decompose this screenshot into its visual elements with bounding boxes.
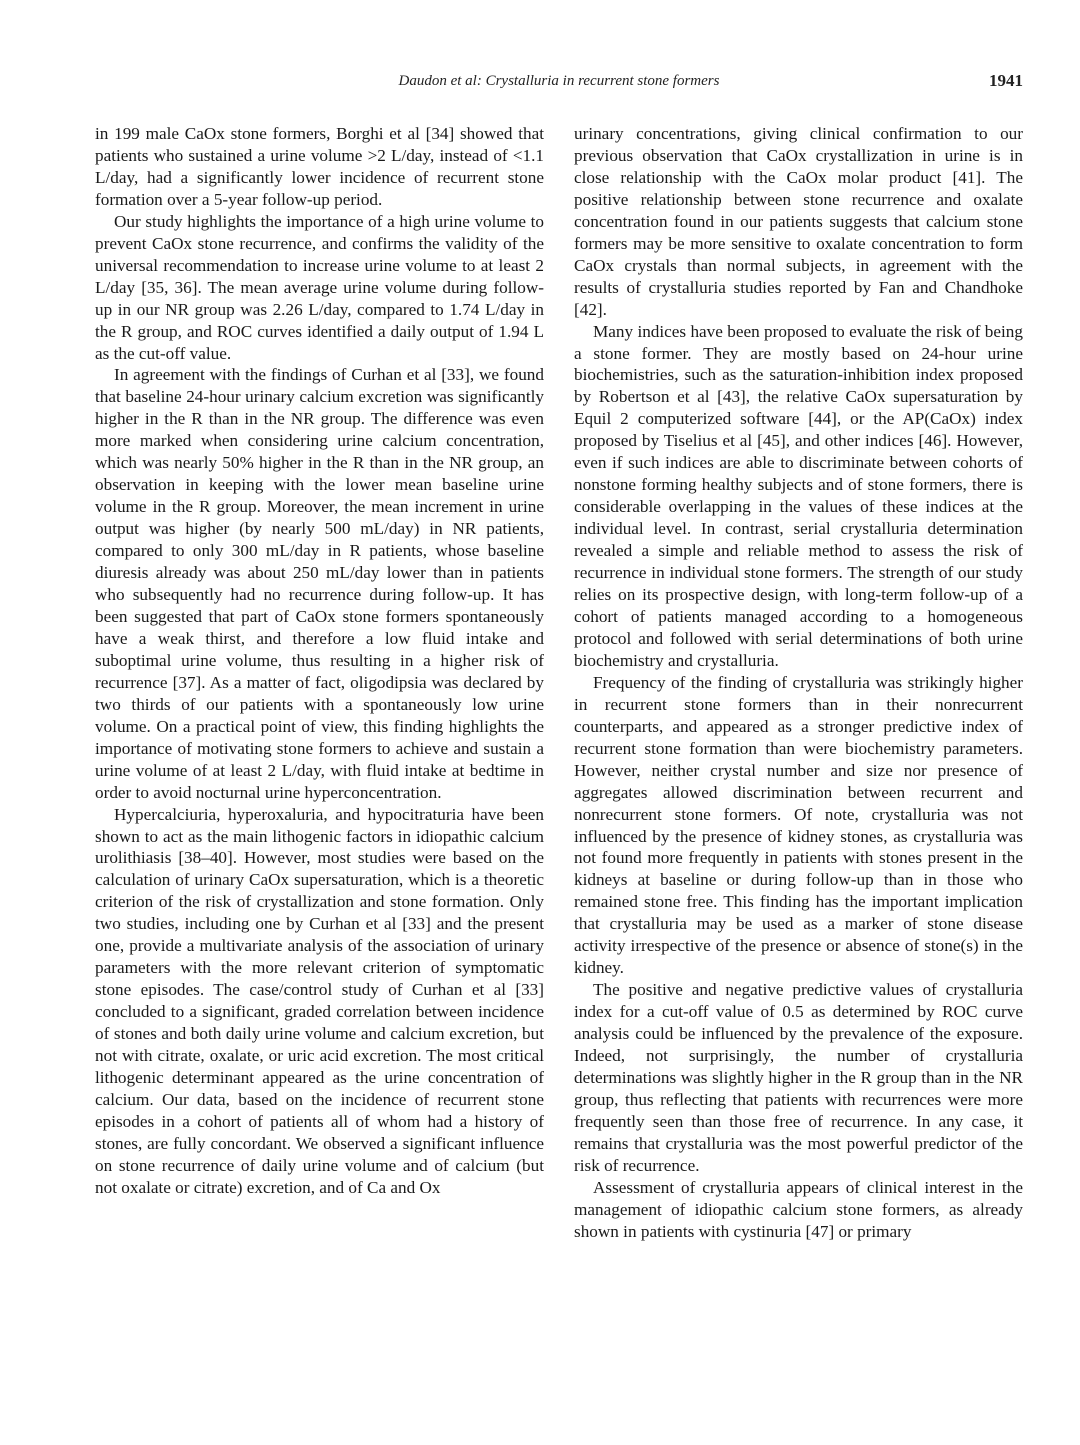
paragraph: In agreement with the findings of Curhan et al [33], we found that baseline 24-hour urinary calcium excretion was significantly higher in the R than in the NR group. The difference was even more marked when considering urine calcium concentration, which was nearly 50% higher in the R than in the NR group, an observation in keeping with the lower mean baseline urine volume in the R group. Moreover, the mean increment in urine output was higher (by nearly 500 mL/day) in NR patients, compared to only 300 mL/day in R patients, whose baseline diuresis already was about 250 mL/day lower than in patients who subsequently had no recurrence during follow-up. It has been suggested that part of CaOx stone formers spontaneously have a weak thirst, and therefore a low fluid intake and suboptimal urine volume, thus resulting in a higher risk of recurrence [37]. As a matter of fact, oligodipsia was declared by two thirds of our patients with a spontaneously low urine volume. On a practical point of view, this finding highlights the importance of motivating stone formers to achieve and sustain a urine volume of at least 2 L/day, with fluid intake at bedtime in order to avoid nocturnal urine hyperconcentration.: [95, 365, 544, 802]
right-column: [574, 123, 1023, 1243]
running-head: [95, 70, 1023, 92]
page-number: 1941: [989, 71, 1023, 90]
paragraph: Hypercalciuria, hyperoxaluria, and hypocitraturia have been shown to act as the main lithogenic factors in idiopathic calcium urolithiasis [38–40]. However, most studies were based on the calculation of urinary CaOx supersaturation, which is a theoretic criterion of the risk of crystallization and stone formation. Only two studies, including one by Curhan et al [33] and the present one, provide a multivariate analysis of the association of urinary parameters with the more relevant criterion of symptomatic stone episodes. The case/control study of Curhan et al [33] concluded to a significant, graded correlation between incidence of stones and both daily urine volume and calcium excretion, but not with citrate, oxalate, or uric acid excretion. The most critical lithogenic determinant appeared as the urine concentration of calcium. Our data, based on the incidence of recurrent stone episodes in a cohort of patients all of whom had a history of stones, are fully concordant. We observed a significant influence on stone recurrence of daily urine volume and of calcium (but not oxalate or citrate) excretion, and of Ca and Ox: [95, 804, 544, 1197]
paragraph: in 199 male CaOx stone formers, Borghi et al [34] showed that patients who sustained a urine volume >2 L/day, instead of <1.1 L/day, had a significantly lower incidence of recurrent stone formation over a 5-year follow-up period.: [95, 124, 544, 209]
paragraph: Frequency of the finding of crystalluria was strikingly higher in recurrent stone formers than in their nonrecurrent counterparts, and appeared as a stronger predictive index of recurrent stone formation than were biochemistry parameters. However, neither crystal number and size nor presence of aggregates allowed discrimination between recurrent and nonrecurrent stone formers. Of note, crystalluria was not influenced by the presence of kidney stones, as crystalluria was not found more frequently in patients with stones present in the kidneys at baseline or during follow-up than in those who remained stone free. This finding has the important implication that crystalluria may be used as a marker of stone disease activity irrespective of the presence or absence of stone(s) in the kidney.: [574, 672, 1023, 978]
paragraph: Many indices have been proposed to evaluate the risk of being a stone former. They are mostly based on 24-hour urine biochemistries, such as the saturation-inhibition index proposed by Robertson et al [43], the relative CaOx supersaturation by Equil 2 computerized software [44], or the AP(CaOx) index proposed by Tiselius et al [45], and other indices [46]. However, even if such indices are able to discriminate between cohorts of nonstone forming healthy subjects and of stone formers, there is considerable overlapping in the values of these indices at the individual level. In contrast, serial crystalluria determination revealed a simple and reliable method to assess the risk of recurrence in individual stone formers. The strength of our study relies on its prospective design, with long-term follow-up of a cohort of patients managed according to a homogeneous protocol and followed with serial determinations of both urine biochemistry and crystalluria.: [574, 321, 1023, 670]
left-column: [95, 123, 544, 1199]
running-title: Daudon et al: Crystalluria in recurrent stone formers: [398, 73, 720, 89]
paragraph: Assessment of crystalluria appears of clinical interest in the management of idiopathic calcium stone formers, as already shown in patients with cystinuria [47] or primary: [574, 1177, 1023, 1241]
paragraph: Our study highlights the importance of a high urine volume to prevent CaOx stone recurrence, and confirms the validity of the universal recommendation to increase urine volume to at least 2 L/day [35, 36]. The mean average urine volume during follow-up in our NR group was 2.26 L/day, compared to 1.74 L/day in the R group, and ROC curves identified a daily output of 1.94 L as the cut-off value.: [95, 211, 544, 363]
paragraph: urinary concentrations, giving clinical confirmation to our previous observation that CaOx crystallization in urine is in close relationship with the CaOx molar product [41]. The positive relationship between stone recurrence and oxalate concentration found in our patients suggests that calcium stone formers may be more sensitive to oxalate concentration to form CaOx crystals than normal subjects, in agreement with the results of crystalluria studies reported by Fan and Chandhoke [42].: [574, 124, 1023, 319]
paragraph: The positive and negative predictive values of crystalluria index for a cut-off value of 0.5 as determined by ROC curve analysis could be influenced by the prevalence of the exposure. Indeed, not surprisingly, the number of crystalluria determinations was slightly higher in the R group than in the NR group, thus reflecting that patients with recurrences were more frequently seen than those free of recurrence. In any case, it remains that crystalluria was the most powerful predictor of the risk of recurrence.: [574, 980, 1023, 1175]
